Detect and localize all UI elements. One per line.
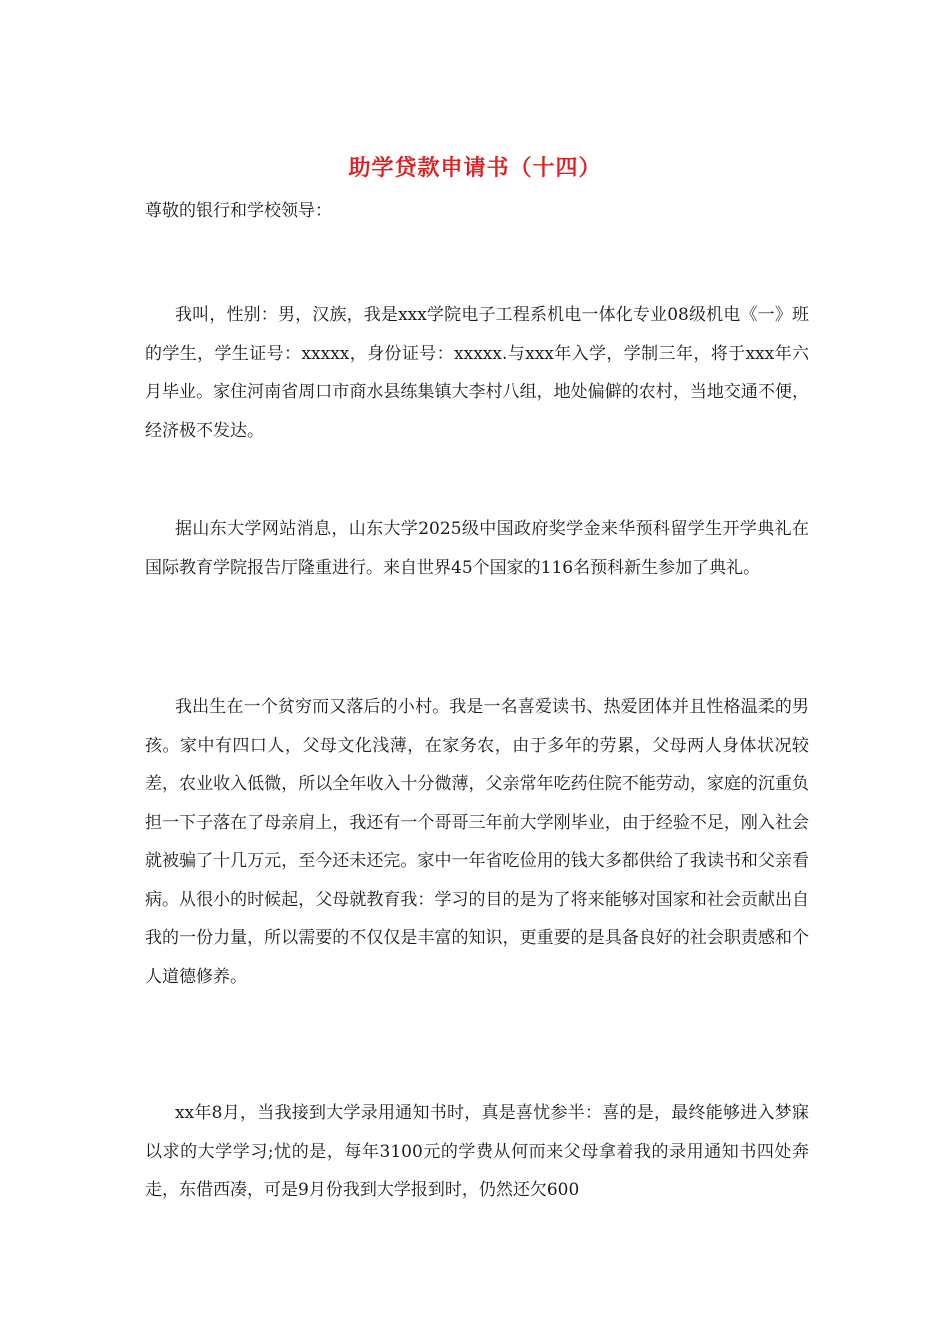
- document-title: 助学贷款申请书（十四）: [348, 155, 602, 181]
- paragraph-2: 据山东大学网站消息，山东大学2025级中国政府奖学金来华预科留学生开学典礼在国际教育学院报告厅隆重进行。来自世界45个国家的116名预科新生参加了典礼。: [145, 519, 809, 578]
- paragraph-4: xx年8月，当我接到大学录用通知书时，真是喜忧参半：喜的是，最终能够进入梦寐以求的大学学习;忧的是，每年3100元的学费从何而来父母拿着我的录用通知书四处奔走，东借西凑，可是9月份我到大学报到时，仍然还欠600: [145, 1103, 809, 1200]
- salutation: 尊敬的银行和学校领导：: [145, 201, 332, 221]
- paragraph-3: 我出生在一个贫穷而又落后的小村。我是一名喜爱读书、热爱团体并且性格温柔的男孩。家中有四口人，父母文化浅薄，在家务农，由于多年的劳累，父母两人身体状况较差，农业收入低微，所以全年收入十分微薄，父亲常年吃药住院不能劳动，家庭的沉重负担一下子落在了母亲肩上，我还有一个哥哥三年前大学刚毕业，由于经验不足，刚入社会就被骗了十几万元，至今还未还完。家中一年省吃俭用的钱大多都供给了我读书和父亲看病。从很小的时候起，父母就教育我：学习的目的是为了将来能够对国家和社会贡献出自我的一份力量，所以需要的不仅仅是丰富的知识，更重要的是具备良好的社会职责感和个人道德修养。: [145, 697, 809, 987]
- paragraph-1: 我叫，性别：男，汉族，我是xxx学院电子工程系机电一体化专业08级机电《一》班的学生，学生证号：xxxxx，身份证号：xxxxx.与xxx年入学，学制三年，将于xxx年六月毕业。家住河南省周口市商水县练集镇大李村八组，地处偏僻的农村，当地交通不便，经济极不发达。: [145, 305, 809, 441]
